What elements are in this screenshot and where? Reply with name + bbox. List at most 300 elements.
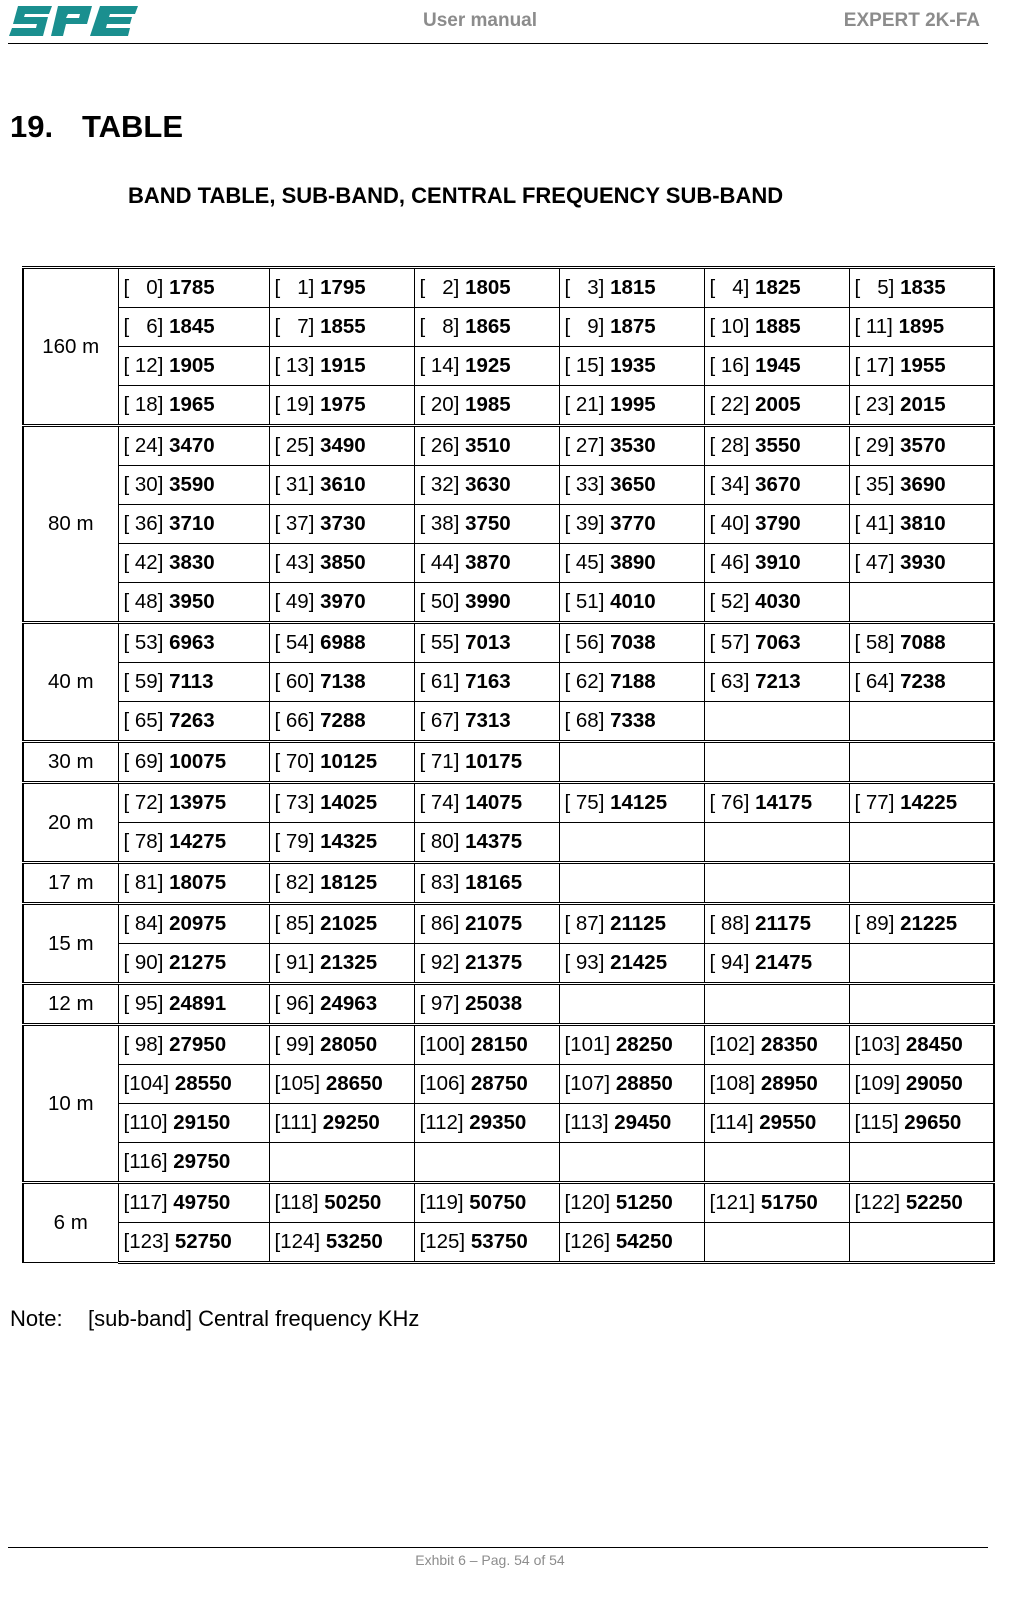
empty-cell	[559, 863, 704, 904]
footer-divider	[8, 1547, 988, 1548]
sub-band-index: [ 72]	[123, 791, 164, 814]
band-row	[23, 1183, 994, 1223]
sub-band-cell	[849, 1065, 994, 1104]
central-frequency: 3650	[610, 473, 656, 496]
central-frequency: 7038	[610, 631, 656, 654]
central-frequency: 3890	[610, 551, 656, 574]
band-row	[23, 544, 994, 583]
band-row	[23, 742, 994, 783]
sub-band-index: [ 81]	[123, 871, 164, 894]
sub-band-cell	[559, 583, 704, 623]
band-name: 80 m	[23, 426, 118, 623]
empty-cell	[704, 823, 849, 863]
central-frequency: 21475	[755, 951, 813, 974]
sub-band-index: [ 75]	[564, 791, 605, 814]
sub-band-index: [ 89]	[854, 912, 895, 935]
empty-cell	[704, 863, 849, 904]
central-frequency: 28150	[470, 1033, 528, 1056]
sub-band-index: [ 6]	[123, 315, 164, 338]
section-number: 19.	[10, 109, 54, 144]
sub-band-index: [ 45]	[564, 551, 605, 574]
central-frequency: 2015	[900, 393, 946, 416]
empty-cell	[559, 984, 704, 1025]
band-name: 40 m	[23, 623, 118, 742]
sub-band-cell	[849, 268, 994, 308]
sub-band-cell	[559, 702, 704, 742]
empty-cell	[849, 1223, 994, 1263]
band-row	[23, 984, 994, 1025]
central-frequency: 28050	[320, 1033, 378, 1056]
sub-band-index: [117]	[123, 1191, 168, 1214]
sub-band-index: [ 71]	[419, 750, 460, 773]
central-frequency: 1885	[755, 315, 801, 338]
sub-band-cell	[269, 1065, 414, 1104]
central-frequency: 1875	[610, 315, 656, 338]
sub-band-cell	[118, 742, 269, 783]
sub-band-cell	[118, 823, 269, 863]
central-frequency: 1805	[465, 276, 511, 299]
sub-band-cell	[849, 466, 994, 505]
sub-band-index: [ 28]	[709, 434, 750, 457]
central-frequency: 49750	[173, 1191, 231, 1214]
sub-band-cell	[118, 426, 269, 466]
central-frequency: 50750	[469, 1191, 527, 1214]
sub-band-index: [ 79]	[274, 830, 315, 853]
band-row	[23, 944, 994, 984]
band-row	[23, 1143, 994, 1183]
central-frequency: 27950	[169, 1033, 227, 1056]
sub-band-cell	[269, 1223, 414, 1263]
central-frequency: 18125	[320, 871, 378, 894]
central-frequency: 7263	[169, 709, 215, 732]
sub-band-index: [ 0]	[123, 276, 164, 299]
sub-band-cell	[414, 904, 559, 944]
band-name: 15 m	[23, 904, 118, 984]
sub-band-cell	[118, 783, 269, 823]
sub-band-cell	[269, 426, 414, 466]
sub-band-cell	[704, 904, 849, 944]
central-frequency: 2005	[755, 393, 801, 416]
empty-cell	[559, 1143, 704, 1183]
central-frequency: 7063	[755, 631, 801, 654]
band-row	[23, 347, 994, 386]
sub-band-cell	[269, 944, 414, 984]
sub-band-index: [ 83]	[419, 871, 460, 894]
empty-cell	[414, 1143, 559, 1183]
sub-band-cell	[269, 1025, 414, 1065]
sub-band-index: [ 76]	[709, 791, 750, 814]
sub-band-cell	[559, 505, 704, 544]
sub-band-index: [ 50]	[419, 590, 460, 613]
sub-band-cell	[704, 505, 849, 544]
sub-band-cell	[269, 1183, 414, 1223]
central-frequency: 7188	[610, 670, 656, 693]
sub-band-cell	[414, 623, 559, 663]
sub-band-cell	[704, 466, 849, 505]
sub-band-cell	[118, 984, 269, 1025]
sub-band-index: [ 39]	[564, 512, 605, 535]
sub-band-index: [ 73]	[274, 791, 315, 814]
central-frequency: 28550	[174, 1072, 232, 1095]
empty-cell	[849, 823, 994, 863]
sub-band-index: [ 34]	[709, 473, 750, 496]
sub-band-cell	[559, 623, 704, 663]
central-frequency: 29450	[614, 1111, 672, 1134]
sub-band-index: [ 78]	[123, 830, 164, 853]
band-row	[23, 783, 994, 823]
sub-band-index: [ 14]	[419, 354, 460, 377]
sub-band-cell	[118, 1065, 269, 1104]
central-frequency: 4030	[755, 590, 801, 613]
sub-band-cell	[269, 702, 414, 742]
sub-band-cell	[849, 1025, 994, 1065]
sub-band-cell	[559, 663, 704, 702]
sub-band-cell	[704, 426, 849, 466]
central-frequency: 21275	[169, 951, 227, 974]
sub-band-cell	[118, 583, 269, 623]
empty-cell	[269, 1143, 414, 1183]
sub-band-index: [ 56]	[564, 631, 605, 654]
sub-band-index: [ 85]	[274, 912, 315, 935]
sub-band-index: [ 1]	[274, 276, 315, 299]
sub-band-cell	[414, 386, 559, 426]
band-name: 20 m	[23, 783, 118, 863]
sub-band-cell	[118, 1104, 269, 1143]
sub-band-cell	[269, 268, 414, 308]
central-frequency: 7213	[755, 670, 801, 693]
sub-band-cell	[118, 702, 269, 742]
central-frequency: 3730	[320, 512, 366, 535]
empty-cell	[849, 1143, 994, 1183]
central-frequency: 10175	[465, 750, 523, 773]
sub-band-index: [ 22]	[709, 393, 750, 416]
sub-band-cell	[414, 944, 559, 984]
central-frequency: 1785	[169, 276, 215, 299]
sub-band-cell	[849, 623, 994, 663]
central-frequency: 10075	[169, 750, 227, 773]
sub-band-index: [ 37]	[274, 512, 315, 535]
empty-cell	[704, 742, 849, 783]
sub-band-cell	[704, 268, 849, 308]
central-frequency: 7138	[320, 670, 366, 693]
sub-band-cell	[704, 1183, 849, 1223]
sub-band-index: [ 46]	[709, 551, 750, 574]
sub-band-cell	[414, 347, 559, 386]
central-frequency: 28350	[760, 1033, 818, 1056]
central-frequency: 21025	[320, 912, 378, 935]
central-frequency: 7238	[900, 670, 946, 693]
sub-band-index: [107]	[564, 1072, 611, 1095]
empty-cell	[849, 742, 994, 783]
sub-band-index: [ 27]	[564, 434, 605, 457]
sub-band-index: [115]	[854, 1111, 899, 1134]
sub-band-index: [ 54]	[274, 631, 315, 654]
central-frequency: 3550	[755, 434, 801, 457]
sub-band-index: [ 80]	[419, 830, 460, 853]
central-frequency: 7013	[465, 631, 511, 654]
sub-band-index: [ 52]	[709, 590, 750, 613]
empty-cell	[704, 984, 849, 1025]
sub-band-index: [ 91]	[274, 951, 315, 974]
central-frequency: 1925	[465, 354, 511, 377]
sub-band-cell	[118, 268, 269, 308]
central-frequency: 28850	[615, 1072, 673, 1095]
central-frequency: 1965	[169, 393, 215, 416]
sub-band-cell	[414, 1223, 559, 1263]
central-frequency: 3590	[169, 473, 215, 496]
sub-band-index: [ 26]	[419, 434, 460, 457]
sub-band-index: [ 95]	[123, 992, 164, 1015]
sub-band-index: [ 16]	[709, 354, 750, 377]
sub-band-cell	[269, 742, 414, 783]
band-row	[23, 1104, 994, 1143]
sub-band-cell	[559, 1183, 704, 1223]
sub-band-cell	[704, 623, 849, 663]
central-frequency: 14325	[320, 830, 378, 853]
central-frequency: 3770	[610, 512, 656, 535]
sub-band-index: [ 32]	[419, 473, 460, 496]
sub-band-cell	[269, 347, 414, 386]
sub-band-index: [ 57]	[709, 631, 750, 654]
empty-cell	[849, 984, 994, 1025]
sub-band-cell	[414, 426, 559, 466]
sub-band-cell	[414, 1025, 559, 1065]
sub-band-cell	[849, 505, 994, 544]
sub-band-index: [ 48]	[123, 590, 164, 613]
central-frequency: 29350	[469, 1111, 527, 1134]
table-caption: BAND TABLE, SUB-BAND, CENTRAL FREQUENCY SUB-BAND	[128, 183, 784, 208]
empty-cell	[559, 823, 704, 863]
sub-band-index: [124]	[274, 1230, 321, 1253]
sub-band-cell	[414, 823, 559, 863]
sub-band-cell	[704, 347, 849, 386]
sub-band-index: [ 92]	[419, 951, 460, 974]
band-row	[23, 426, 994, 466]
band-row	[23, 823, 994, 863]
sub-band-cell	[559, 944, 704, 984]
central-frequency: 3970	[320, 590, 366, 613]
sub-band-index: [ 74]	[419, 791, 460, 814]
sub-band-index: [ 99]	[274, 1033, 315, 1056]
sub-band-index: [ 96]	[274, 992, 315, 1015]
sub-band-cell	[559, 347, 704, 386]
empty-cell	[704, 1223, 849, 1263]
sub-band-cell	[269, 783, 414, 823]
empty-cell	[704, 702, 849, 742]
sub-band-index: [ 51]	[564, 590, 605, 613]
central-frequency: 25038	[465, 992, 523, 1015]
sub-band-cell	[414, 1065, 559, 1104]
sub-band-index: [119]	[419, 1191, 464, 1214]
sub-band-cell	[269, 386, 414, 426]
central-frequency: 7313	[465, 709, 511, 732]
band-row	[23, 623, 994, 663]
sub-band-cell	[269, 863, 414, 904]
sub-band-cell	[559, 904, 704, 944]
central-frequency: 7163	[465, 670, 511, 693]
central-frequency: 3530	[610, 434, 656, 457]
central-frequency: 21175	[755, 912, 811, 935]
central-frequency: 3830	[169, 551, 215, 574]
sub-band-index: [ 60]	[274, 670, 315, 693]
central-frequency: 28650	[325, 1072, 383, 1095]
sub-band-index: [ 17]	[854, 354, 895, 377]
central-frequency: 50250	[324, 1191, 382, 1214]
sub-band-cell	[414, 702, 559, 742]
sub-band-cell	[849, 1104, 994, 1143]
sub-band-index: [ 70]	[274, 750, 315, 773]
central-frequency: 21125	[610, 912, 666, 935]
central-frequency: 21375	[465, 951, 523, 974]
sub-band-index: [ 65]	[123, 709, 164, 732]
sub-band-cell	[559, 386, 704, 426]
central-frequency: 21325	[320, 951, 378, 974]
sub-band-index: [ 23]	[854, 393, 895, 416]
sub-band-index: [ 10]	[709, 315, 750, 338]
band-row	[23, 702, 994, 742]
sub-band-cell	[414, 544, 559, 583]
central-frequency: 29650	[904, 1111, 962, 1134]
sub-band-index: [ 77]	[854, 791, 895, 814]
sub-band-cell	[849, 308, 994, 347]
sub-band-cell	[849, 783, 994, 823]
sub-band-cell	[414, 863, 559, 904]
central-frequency: 1975	[320, 393, 366, 416]
sub-band-index: [ 97]	[419, 992, 460, 1015]
section-title: TABLE	[82, 109, 184, 144]
central-frequency: 13975	[169, 791, 227, 814]
central-frequency: 21075	[465, 912, 523, 935]
sub-band-cell	[269, 663, 414, 702]
sub-band-index: [ 53]	[123, 631, 164, 654]
band-row	[23, 268, 994, 308]
central-frequency: 3810	[900, 512, 946, 535]
central-frequency: 1795	[320, 276, 366, 299]
central-frequency: 14125	[610, 791, 668, 814]
band-row	[23, 308, 994, 347]
sub-band-index: [ 93]	[564, 951, 605, 974]
sub-band-index: [123]	[123, 1230, 170, 1253]
central-frequency: 1985	[465, 393, 511, 416]
spe-logo	[8, 2, 140, 40]
sub-band-cell	[559, 268, 704, 308]
sub-band-index: [ 62]	[564, 670, 605, 693]
sub-band-index: [ 44]	[419, 551, 460, 574]
sub-band-index: [ 59]	[123, 670, 164, 693]
sub-band-cell	[118, 308, 269, 347]
sub-band-index: [ 98]	[123, 1033, 164, 1056]
central-frequency: 51750	[760, 1191, 818, 1214]
central-frequency: 3910	[755, 551, 801, 574]
sub-band-index: [100]	[419, 1033, 466, 1056]
band-name: 10 m	[23, 1025, 118, 1183]
band-row	[23, 863, 994, 904]
sub-band-index: [ 64]	[854, 670, 895, 693]
central-frequency: 1935	[610, 354, 656, 377]
sub-band-index: [ 87]	[564, 912, 605, 935]
sub-band-cell	[704, 386, 849, 426]
sub-band-index: [ 7]	[274, 315, 315, 338]
sub-band-index: [116]	[123, 1150, 168, 1173]
central-frequency: 7288	[320, 709, 366, 732]
central-frequency: 1825	[755, 276, 801, 299]
sub-band-cell	[118, 544, 269, 583]
sub-band-index: [ 88]	[709, 912, 750, 935]
sub-band-cell	[118, 904, 269, 944]
central-frequency: 28250	[615, 1033, 673, 1056]
central-frequency: 3570	[900, 434, 946, 457]
sub-band-cell	[704, 583, 849, 623]
central-frequency: 10125	[320, 750, 378, 773]
sub-band-cell	[118, 944, 269, 984]
sub-band-cell	[118, 663, 269, 702]
central-frequency: 3610	[320, 473, 366, 496]
sub-band-cell	[414, 268, 559, 308]
band-row	[23, 386, 994, 426]
sub-band-index: [106]	[419, 1072, 466, 1095]
central-frequency: 3750	[465, 512, 511, 535]
empty-cell	[849, 702, 994, 742]
sub-band-cell	[269, 904, 414, 944]
sub-band-index: [ 40]	[709, 512, 750, 535]
sub-band-cell	[414, 466, 559, 505]
band-name: 30 m	[23, 742, 118, 783]
sub-band-cell	[269, 823, 414, 863]
sub-band-index: [ 61]	[419, 670, 460, 693]
sub-band-index: [122]	[854, 1191, 901, 1214]
sub-band-cell	[559, 783, 704, 823]
note-text: [sub-band] Central frequency KHz	[88, 1306, 420, 1331]
central-frequency: 18165	[465, 871, 523, 894]
central-frequency: 7338	[610, 709, 656, 732]
sub-band-index: [ 84]	[123, 912, 164, 935]
central-frequency: 3790	[755, 512, 801, 535]
sub-band-cell	[849, 544, 994, 583]
sub-band-index: [ 2]	[419, 276, 460, 299]
sub-band-cell	[849, 904, 994, 944]
sub-band-index: [ 69]	[123, 750, 164, 773]
sub-band-index: [ 33]	[564, 473, 605, 496]
sub-band-index: [ 11]	[854, 315, 893, 338]
sub-band-index: [103]	[854, 1033, 901, 1056]
sub-band-index: [ 42]	[123, 551, 164, 574]
band-name: 12 m	[23, 984, 118, 1025]
central-frequency: 1815	[610, 276, 656, 299]
central-frequency: 3510	[465, 434, 511, 457]
sub-band-cell	[414, 1104, 559, 1143]
sub-band-cell	[118, 347, 269, 386]
band-row	[23, 1223, 994, 1263]
central-frequency: 28750	[470, 1072, 528, 1095]
sub-band-cell	[559, 1223, 704, 1263]
header-model-name: EXPERT 2K-FA	[843, 10, 980, 31]
sub-band-index: [ 20]	[419, 393, 460, 416]
sub-band-cell	[118, 1223, 269, 1263]
sub-band-index: [121]	[709, 1191, 756, 1214]
sub-band-cell	[559, 1104, 704, 1143]
central-frequency: 3870	[465, 551, 511, 574]
sub-band-cell	[414, 505, 559, 544]
central-frequency: 54250	[615, 1230, 673, 1253]
sub-band-index: [ 31]	[274, 473, 315, 496]
sub-band-cell	[118, 386, 269, 426]
sub-band-index: [ 58]	[854, 631, 895, 654]
empty-cell	[849, 583, 994, 623]
central-frequency: 53750	[470, 1230, 528, 1253]
sub-band-index: [125]	[419, 1230, 466, 1253]
sub-band-cell	[269, 505, 414, 544]
central-frequency: 21225	[900, 912, 958, 935]
